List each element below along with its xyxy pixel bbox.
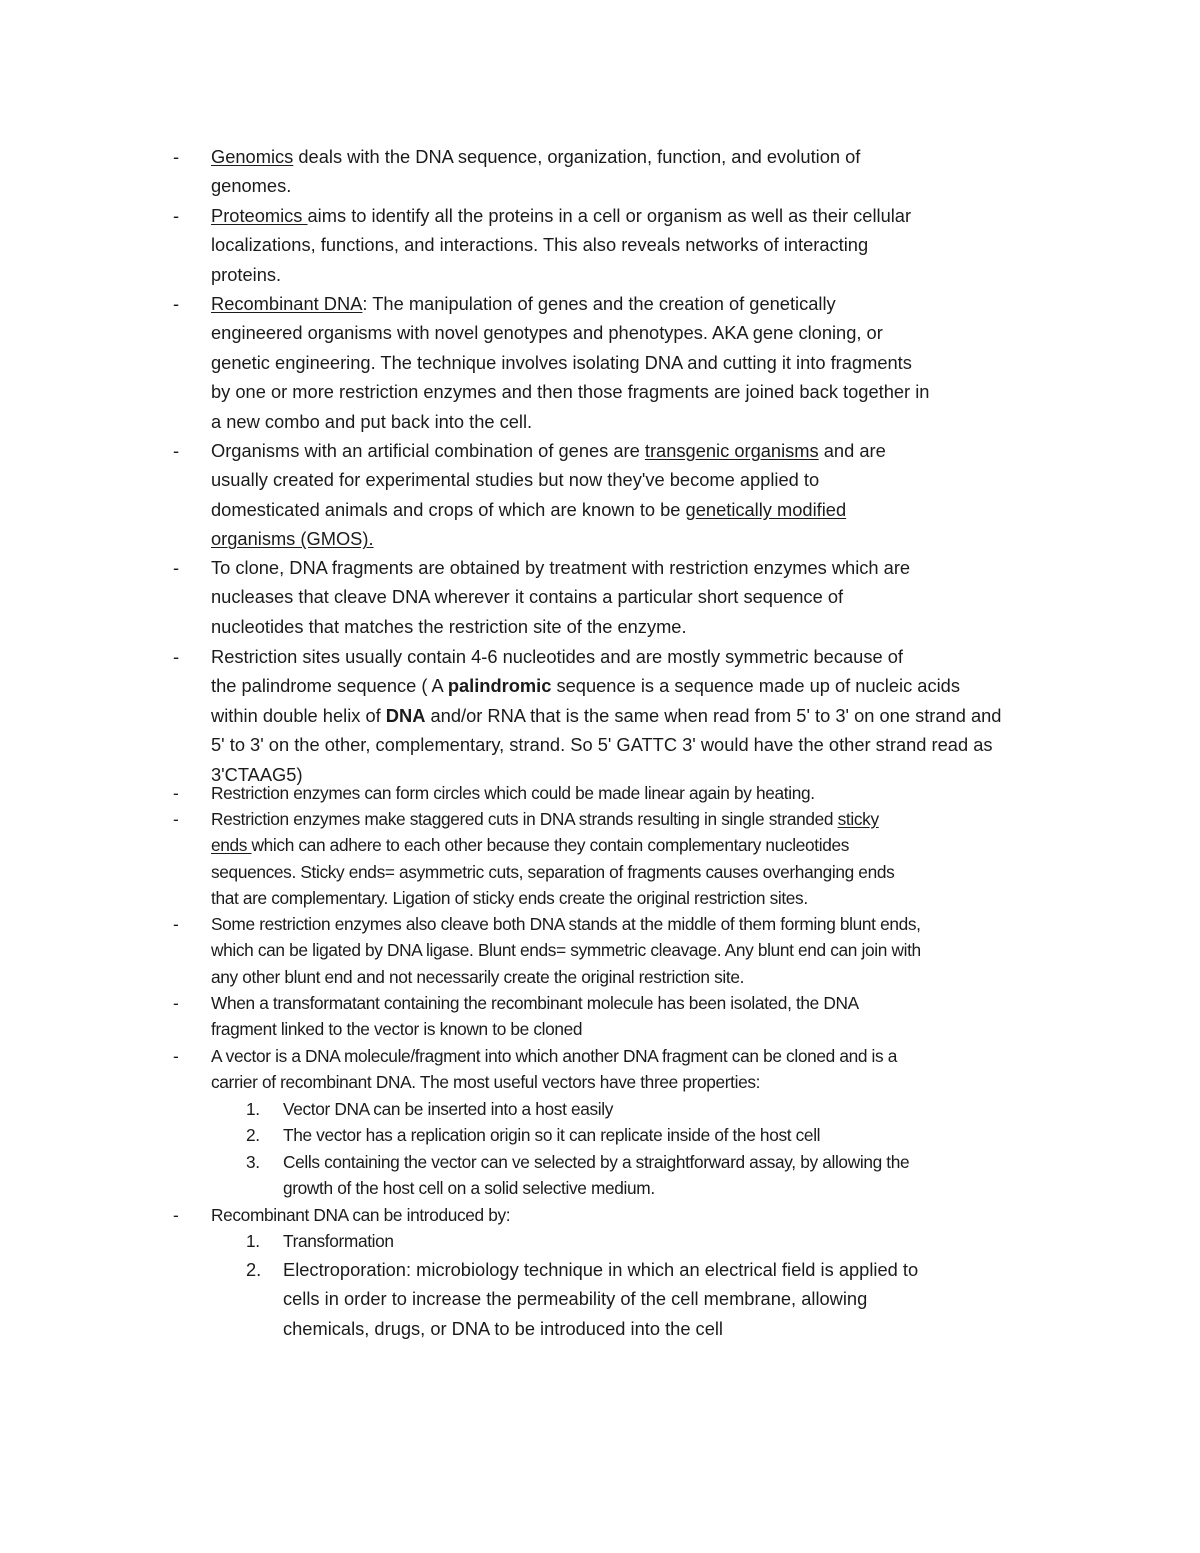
bullet-dash: - <box>173 1205 179 1225</box>
text-run: Restriction enzymes can form circles which could be made linear again by heating. <box>211 783 815 803</box>
text-run: sequence is a sequence made up of nucleic acids within double helix of <box>211 675 960 726</box>
bullet-text <box>211 642 1066 789</box>
sub-item-number: 1. <box>246 1231 260 1251</box>
text-run: Electroporation: microbiology technique in which an electrical field is applied to cells in order to increase the permeability of the cell membrane, allowing chemicals, drugs, or DNA to be introduced into the cell <box>283 1259 919 1339</box>
text-run: deals with the DNA sequence, organization, function, and evolution of genomes. <box>211 146 861 197</box>
bullet-text <box>211 911 1066 990</box>
bullet-text <box>211 806 1066 912</box>
sub-item-text <box>283 1255 1063 1343</box>
text-run: and/or RNA that is the same when read from 5' to 3' on one strand and 5' to 3' on the other, complementary, strand. So 5' GATTC 3' would have the other strand read as 3'CTAAG5) <box>211 704 1002 785</box>
sub-item-text <box>283 1096 1063 1122</box>
text-run: Restriction sites usually contain 4-6 nucleotides and are mostly symmetric because of the palindrome sequence ( A <box>211 646 903 697</box>
sub-item-number: 1. <box>246 1099 260 1119</box>
bullet-text <box>211 142 1066 201</box>
text-run: Vector DNA can be inserted into a host easily <box>283 1099 614 1119</box>
text-run: The vector has a replication origin so it can replicate inside of the host cell <box>283 1125 821 1145</box>
underlined-term: transgenic organisms <box>644 440 819 461</box>
underlined-term: Proteomics <box>211 205 308 226</box>
text-run: A vector is a DNA molecule/fragment into which another DNA fragment can be cloned and is a carrier of recombinant DNA. The most useful vectors have three properties: <box>211 1046 898 1093</box>
bullet-text <box>211 990 1066 1043</box>
sub-item-number: 2. <box>246 1259 262 1280</box>
bullet-dash: - <box>173 783 179 803</box>
sub-item-number: 3. <box>246 1152 260 1172</box>
sub-item-text <box>283 1228 1063 1254</box>
underlined-term: sticky ends <box>211 809 879 856</box>
text-run: and are usually created for experimental studies but now they've become applied to domesticated animals and crops of which are known to be g <box>211 440 886 520</box>
text-run: Transformation <box>283 1231 394 1251</box>
text-run: Organisms with an artificial combination of genes are <box>211 440 645 461</box>
bullet-dash: - <box>173 1046 179 1066</box>
bullet-dash: - <box>173 809 179 829</box>
bullet-text <box>211 436 1066 554</box>
bullet-text <box>211 201 1066 289</box>
text-run: To clone, DNA fragments are obtained by treatment with restriction enzymes which are nucleases that cleave DNA wherever it contains a particular short sequence of nucleotides that matches the restriction site of the enzyme. <box>211 557 911 637</box>
sub-item-number: 2. <box>246 1125 260 1145</box>
bullet-dash: - <box>173 205 180 226</box>
bold-term: palindromic <box>447 675 552 697</box>
bold-term: DNA <box>385 704 426 726</box>
bullet-dash: - <box>173 557 180 578</box>
bullet-text <box>211 780 1066 806</box>
bullet-dash: - <box>173 914 179 934</box>
text-run: aims to identify all the proteins in a cell or organism as well as their cellular localizations, functions, and interactions. This also reveals networks of interacting proteins. <box>211 205 912 285</box>
text-run: which can adhere to each other because they contain complementary nucleotides sequences. Sticky ends= asymmetric cuts, separation of fragments causes overhanging ends that are complementary. Ligation of sticky ends create the original restriction sites. <box>211 835 895 909</box>
text-run: Cells containing the vector can ve selected by a straightforward assay, by allowing the growth of the host cell on a solid selective medium. <box>283 1152 910 1199</box>
bullet-text <box>211 1043 1066 1096</box>
text-run: Recombinant DNA can be introduced by: <box>211 1205 511 1225</box>
bullet-dash: - <box>173 993 179 1013</box>
sub-item-text <box>283 1149 1063 1202</box>
bullet-text <box>211 289 1066 436</box>
text-run: Some restriction enzymes also cleave both DNA stands at the middle of them forming blunt ends, which can be ligated by DNA ligase. Blunt ends= symmetric cleavage. Any blunt end can join with any other blunt end and not necessarily create the original restriction site. <box>211 914 921 987</box>
bullet-dash: - <box>173 146 180 167</box>
bullet-dash: - <box>173 293 180 314</box>
bullet-text <box>211 553 1066 641</box>
underlined-term: enetically modified organisms (GMOS). <box>211 498 847 550</box>
underlined-term: Recombinant DNA <box>211 293 363 314</box>
text-run: Restriction enzymes make staggered cuts in DNA strands resulting in single stranded <box>211 809 838 829</box>
bullet-text <box>211 1202 1066 1228</box>
sub-item-text <box>283 1122 1063 1148</box>
text-run: : The manipulation of genes and the creation of genetically engineered organisms with novel genotypes and phenotypes. AKA gene cloning, or genetic engineering. The technique involves isolating DNA and cutting it into fragments by one or more restriction enzymes and then those fragments are joined back together in a new combo and put back into the cell. <box>211 293 930 432</box>
text-run: When a transformatant containing the recombinant molecule has been isolated, the DNA fragment linked to the vector is known to be cloned <box>211 993 859 1040</box>
bullet-dash: - <box>173 440 180 461</box>
bullet-dash: - <box>173 646 180 667</box>
underlined-term: Genomics <box>211 146 294 167</box>
